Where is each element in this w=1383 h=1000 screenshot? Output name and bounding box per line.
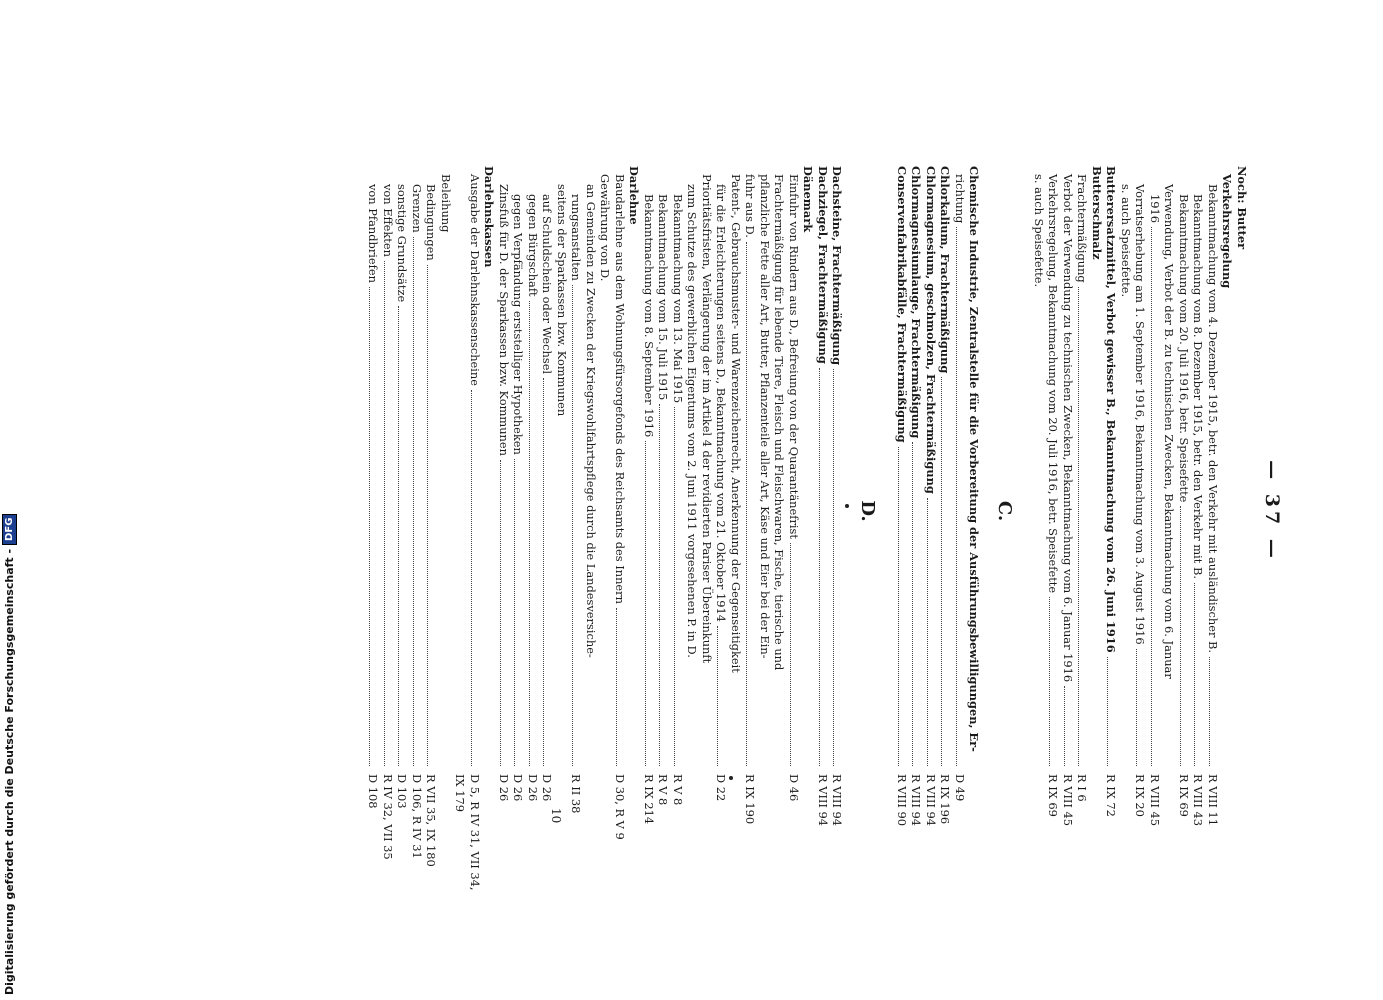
entry-text: zum Schutze des gewerblichen Eigentums vom 2. Juni 1911 vorgesehenen P. in D. bbox=[685, 184, 700, 658]
index-entry bbox=[758, 166, 772, 856]
entry-reference: R VIII 94 bbox=[909, 774, 924, 827]
index-entry bbox=[410, 166, 424, 859]
leader-dots bbox=[747, 242, 758, 766]
index-entry bbox=[700, 166, 714, 856]
index-entry bbox=[396, 166, 410, 856]
entry-reference: R II 38 bbox=[569, 774, 584, 814]
entry-text: Conservenfabrikabfälle, Frachtermäßigung bbox=[895, 166, 909, 443]
entry-text: Verwendung, Verbot der B. zu technischen Zwecken, Bekanntmachung vom 6. Januar bbox=[1162, 184, 1177, 679]
entry-text: gegen Bürgschaft bbox=[526, 194, 540, 297]
leader-dots bbox=[384, 261, 395, 766]
entry-text: Butterersatzmittel, Verbot gewisser B., Bekanntmachung vom 26. Juni 1916 bbox=[1104, 166, 1119, 653]
leader-dots bbox=[674, 407, 685, 766]
index-entry bbox=[816, 166, 830, 856]
leader-dots bbox=[927, 498, 938, 766]
entry-reference: R VIII 45 bbox=[1148, 774, 1162, 827]
entry-reference: R IV 32, VII 35 bbox=[381, 774, 395, 860]
index-entry bbox=[802, 166, 816, 856]
index-entry bbox=[1134, 166, 1148, 856]
index-entry bbox=[584, 166, 598, 856]
entry-reference: R VII 35, IX 180 bbox=[424, 774, 439, 867]
leader-dots bbox=[500, 460, 511, 766]
dfg-logo: DFG bbox=[2, 514, 17, 545]
index-entry bbox=[424, 166, 439, 867]
index-entry bbox=[642, 166, 656, 856]
entry-text: Verbot der Verwendung zu technischen Zwecken, Bekanntmachung vom 6. Januar 1916 bbox=[1061, 174, 1075, 683]
index-entry bbox=[773, 166, 787, 856]
entry-text: pflanzliche Fette aller Art, Butter, Pflanzenteile aller Art, Käse und Eier bei der Ein- bbox=[758, 174, 772, 659]
index-entry bbox=[526, 166, 540, 856]
index-entry bbox=[1206, 166, 1220, 856]
entry-reference: R V 8 bbox=[656, 774, 671, 806]
entry-reference: R VIII 43 bbox=[1191, 774, 1206, 827]
entry-text: auf Schuldschein oder Wechsel bbox=[540, 194, 555, 375]
entry-text: Darlehne bbox=[627, 166, 642, 225]
entry-text: s. auch Speisefette. bbox=[1032, 174, 1046, 288]
index-entry bbox=[497, 166, 511, 856]
leader-dots bbox=[428, 265, 439, 766]
entry-reference: D 26 bbox=[497, 774, 511, 802]
leader-dots bbox=[1108, 657, 1119, 766]
entry-text: s. auch Speisefette. bbox=[1119, 184, 1133, 298]
index-entry bbox=[744, 166, 758, 856]
index-entry bbox=[512, 166, 526, 856]
entry-text: Bekanntmachung vom 13. Mai 1915 bbox=[671, 194, 685, 404]
index-entry bbox=[686, 166, 700, 856]
index-entry bbox=[1105, 166, 1119, 856]
index-entry bbox=[968, 166, 982, 856]
index-entry bbox=[599, 166, 613, 856]
entry-text: Verkehrsregelung bbox=[1220, 174, 1235, 289]
entry-reference: R VIII 45 bbox=[1061, 774, 1075, 827]
entry-reference: R IX 69 bbox=[1046, 774, 1061, 817]
leader-dots bbox=[1151, 227, 1162, 766]
index-entry bbox=[613, 166, 627, 856]
entry-text: Darlehnskassen bbox=[482, 166, 497, 268]
index-entry bbox=[381, 166, 395, 860]
rotated-page bbox=[141, 166, 1291, 891]
leader-dots bbox=[1079, 287, 1090, 766]
entry-text: Dänemark bbox=[801, 166, 816, 233]
entry-reference: D 103 bbox=[395, 774, 410, 809]
leader-dots bbox=[660, 404, 671, 766]
leader-dots bbox=[1064, 686, 1075, 766]
entry-reference: D 46 bbox=[787, 774, 801, 802]
index-entry bbox=[570, 166, 584, 856]
entry-text: für die Erleichterungen seitens D., Bekanntmachung vom 21. Oktober 1914 bbox=[714, 184, 729, 622]
index-entry bbox=[715, 166, 729, 856]
leader-dots bbox=[471, 390, 482, 766]
entry-text: Gewährung von D. bbox=[598, 174, 613, 282]
entry-text: fuhr aus D. bbox=[743, 174, 758, 238]
entry-text: Chlormagnesium, geschmolzen, Frachtermäßigung bbox=[924, 166, 938, 494]
entry-reference: R VIII 94 bbox=[924, 774, 938, 827]
speck-mark bbox=[845, 504, 849, 508]
index-entry bbox=[1163, 166, 1177, 856]
entry-text: Chlormagnesiumlauge, Frachtermäßigung bbox=[909, 166, 924, 439]
index-entry bbox=[657, 166, 671, 856]
entry-text: Bekanntmachung vom 15. Juli 1915 bbox=[656, 194, 671, 401]
index-entry bbox=[1192, 166, 1206, 856]
index-entry bbox=[953, 166, 967, 856]
index-entry bbox=[1076, 166, 1090, 856]
entry-text: seitens der Sparkassen bzw. Kommunen bbox=[555, 184, 569, 417]
leader-dots bbox=[898, 447, 909, 766]
entry-text: Butterschmalz bbox=[1090, 166, 1104, 260]
leader-dots bbox=[529, 301, 540, 766]
entry-text: gegen Verpfändung erststelliger Hypotheken bbox=[511, 194, 526, 455]
index-entry bbox=[1047, 166, 1061, 856]
index-entry bbox=[1061, 166, 1075, 856]
index-entry bbox=[468, 166, 482, 891]
entry-text: von Pfandbriefen bbox=[366, 184, 381, 283]
section-heading-d: D. bbox=[857, 500, 879, 522]
entry-reference: D 30, R V 9 bbox=[613, 774, 627, 840]
entry-reference: R IX 214 bbox=[642, 774, 656, 825]
index-entry bbox=[895, 166, 909, 856]
index-entry bbox=[787, 166, 801, 856]
entry-text: Bekanntmachung vom 8. Dezember 1915, betr. den Verkehr mit B. bbox=[1191, 194, 1206, 579]
entry-reference: R IX 196 bbox=[938, 774, 953, 825]
entry-text: Bekanntmachung vom 20. Juli 1916, betr. Speisefette bbox=[1177, 194, 1191, 503]
leader-dots bbox=[1195, 583, 1206, 766]
index-entry bbox=[439, 166, 453, 856]
entry-text: richtung bbox=[953, 174, 967, 224]
entry-reference: R IX 20 bbox=[1133, 774, 1148, 817]
entry-reference: R IX 69 bbox=[1177, 774, 1191, 817]
footer-page-number: 10 bbox=[549, 808, 563, 824]
entry-text: an Gemeinden zu Zwecken der Kriegswohlfahrtspflege durch die Landesversiche- bbox=[584, 184, 598, 658]
entry-text: Vorratserhebung am 1. September 1916, Bekanntmachung vom 3. August 1916 bbox=[1133, 184, 1148, 645]
entry-text: Verkehrsregelung, Bekanntmachung vom 20. Juli 1916, betr. Speisefette bbox=[1046, 174, 1061, 594]
section-heading-c: C. bbox=[994, 500, 1016, 522]
index-entry bbox=[910, 166, 924, 856]
index-entry bbox=[729, 166, 743, 856]
index-entry bbox=[541, 166, 555, 856]
entry-text: Dachsteine, Frachtermäßigung bbox=[830, 166, 845, 366]
index-entry bbox=[555, 166, 569, 856]
entry-reference: D 106, R IV 31 bbox=[410, 774, 424, 859]
index-entry bbox=[671, 166, 685, 856]
entry-text: sonstige Grundsätze bbox=[395, 184, 410, 303]
side-note bbox=[2, 514, 17, 995]
entry-text: Dachziegel, Frachtermäßigung bbox=[816, 166, 830, 364]
entry-reference: R V 8 bbox=[671, 774, 685, 806]
index-entry bbox=[831, 166, 845, 856]
leader-dots bbox=[956, 227, 967, 766]
entry-text: Frachtermäßigung für lebende Tiere, Fleisch und Fleischwaren, Fische, tierische und bbox=[772, 174, 787, 671]
entry-text: Bekanntmachung vom 4. Dezember 1915, betr. den Verkehr mit ausländischer B. bbox=[1206, 184, 1220, 654]
side-note-text: Digitalisierung gefördert durch die Deutsche Forschungsgemeinschaft - bbox=[3, 548, 16, 995]
entry-reference: D 108 bbox=[366, 774, 381, 809]
entry-text: Prioritätsfristen, Verlängerung der im Artikel 4 der revidierten Pariser Übereinkunft bbox=[700, 174, 714, 664]
index-entry bbox=[628, 166, 642, 856]
index-entry bbox=[1235, 166, 1249, 856]
entry-reference: IX 179 bbox=[453, 774, 468, 812]
entry-text: rungsanstalten bbox=[569, 194, 584, 281]
entry-text: Grenzen bbox=[410, 184, 424, 233]
leader-dots bbox=[645, 441, 656, 766]
index-entry bbox=[367, 166, 381, 856]
entry-reference: R VIII 94 bbox=[816, 774, 830, 827]
leader-dots bbox=[1209, 657, 1220, 766]
leader-dots bbox=[819, 368, 830, 766]
index-entry bbox=[1119, 166, 1133, 856]
entry-reference: D 49 bbox=[953, 774, 967, 802]
entry-reference: R VIII 11 bbox=[1206, 774, 1220, 827]
leader-dots bbox=[718, 626, 729, 766]
index-entry bbox=[1090, 166, 1104, 856]
entry-text: Noch: Butter bbox=[1235, 166, 1249, 250]
entry-text: Chemische Industrie, Zentralstelle für die Vorbereitung der Ausführungsbewilligungen, Er- bbox=[967, 166, 982, 752]
entry-reference: R IX 72 bbox=[1104, 774, 1119, 817]
entry-text: Frachtermäßigung bbox=[1075, 174, 1090, 283]
leader-dots bbox=[573, 285, 584, 766]
entry-text: Bedingungen bbox=[424, 184, 439, 261]
entry-reference: R IX 190 bbox=[743, 774, 758, 825]
page-number: — 37 — bbox=[1261, 460, 1283, 562]
leader-dots bbox=[544, 378, 555, 766]
index-entry bbox=[1177, 166, 1191, 856]
leader-dots bbox=[515, 459, 526, 766]
leader-dots bbox=[1050, 597, 1061, 766]
leader-dots bbox=[942, 377, 953, 766]
leader-dots bbox=[413, 237, 424, 766]
entry-reference: R VIII 94 bbox=[830, 774, 845, 827]
entry-text: Zinsfuß für D. der Sparkassen bzw. Kommunen bbox=[497, 184, 511, 456]
index-entry bbox=[483, 166, 497, 856]
entry-text: Bekanntmachung vom 8. September 1916 bbox=[642, 194, 656, 438]
entry-text: Beleihung bbox=[439, 174, 453, 233]
index-entry bbox=[924, 166, 938, 856]
entry-reference: D 26 bbox=[526, 774, 540, 802]
entry-reference: R I 6 bbox=[1075, 774, 1090, 802]
index-entry bbox=[939, 166, 953, 856]
index-entry bbox=[454, 166, 468, 856]
index-entry bbox=[1148, 166, 1162, 856]
entry-text: Patent-, Gebrauchsmuster- und Warenzeichenrecht, Anerkennung der Gegenseitigkeit bbox=[729, 174, 743, 673]
index-entry bbox=[1032, 166, 1046, 856]
entry-reference: D 26 bbox=[511, 774, 526, 802]
entry-text: Ausgabe der Darlehnskassenscheine bbox=[468, 174, 482, 386]
leader-dots bbox=[790, 543, 801, 766]
entry-reference: D 26 bbox=[540, 774, 555, 802]
index-entry bbox=[1221, 166, 1235, 856]
leader-dots bbox=[616, 608, 627, 766]
entry-text: Baudarlehne aus dem Wohnungsfürsorgefonds des Reichsamts des Innern bbox=[613, 174, 627, 604]
entry-reference: D 5, R IV 31, VII 34, bbox=[468, 774, 482, 891]
entry-text: 1916 bbox=[1148, 194, 1162, 223]
leader-dots bbox=[370, 287, 381, 766]
entry-text: Einfuhr von Rindern aus D., Befreiung von der Quarantänefrist bbox=[787, 174, 801, 539]
entry-reference: R VIII 90 bbox=[895, 774, 909, 827]
leader-dots bbox=[1137, 649, 1148, 766]
entry-reference: D 22 bbox=[714, 774, 729, 802]
leader-dots bbox=[834, 369, 845, 766]
leader-dots bbox=[1180, 506, 1191, 766]
leader-dots bbox=[913, 442, 924, 766]
speck-mark bbox=[729, 776, 733, 780]
leader-dots bbox=[399, 306, 410, 766]
entry-text: von Effekten bbox=[381, 184, 395, 257]
entry-text: Chlorkalium, Frachtermäßigung bbox=[938, 166, 953, 374]
